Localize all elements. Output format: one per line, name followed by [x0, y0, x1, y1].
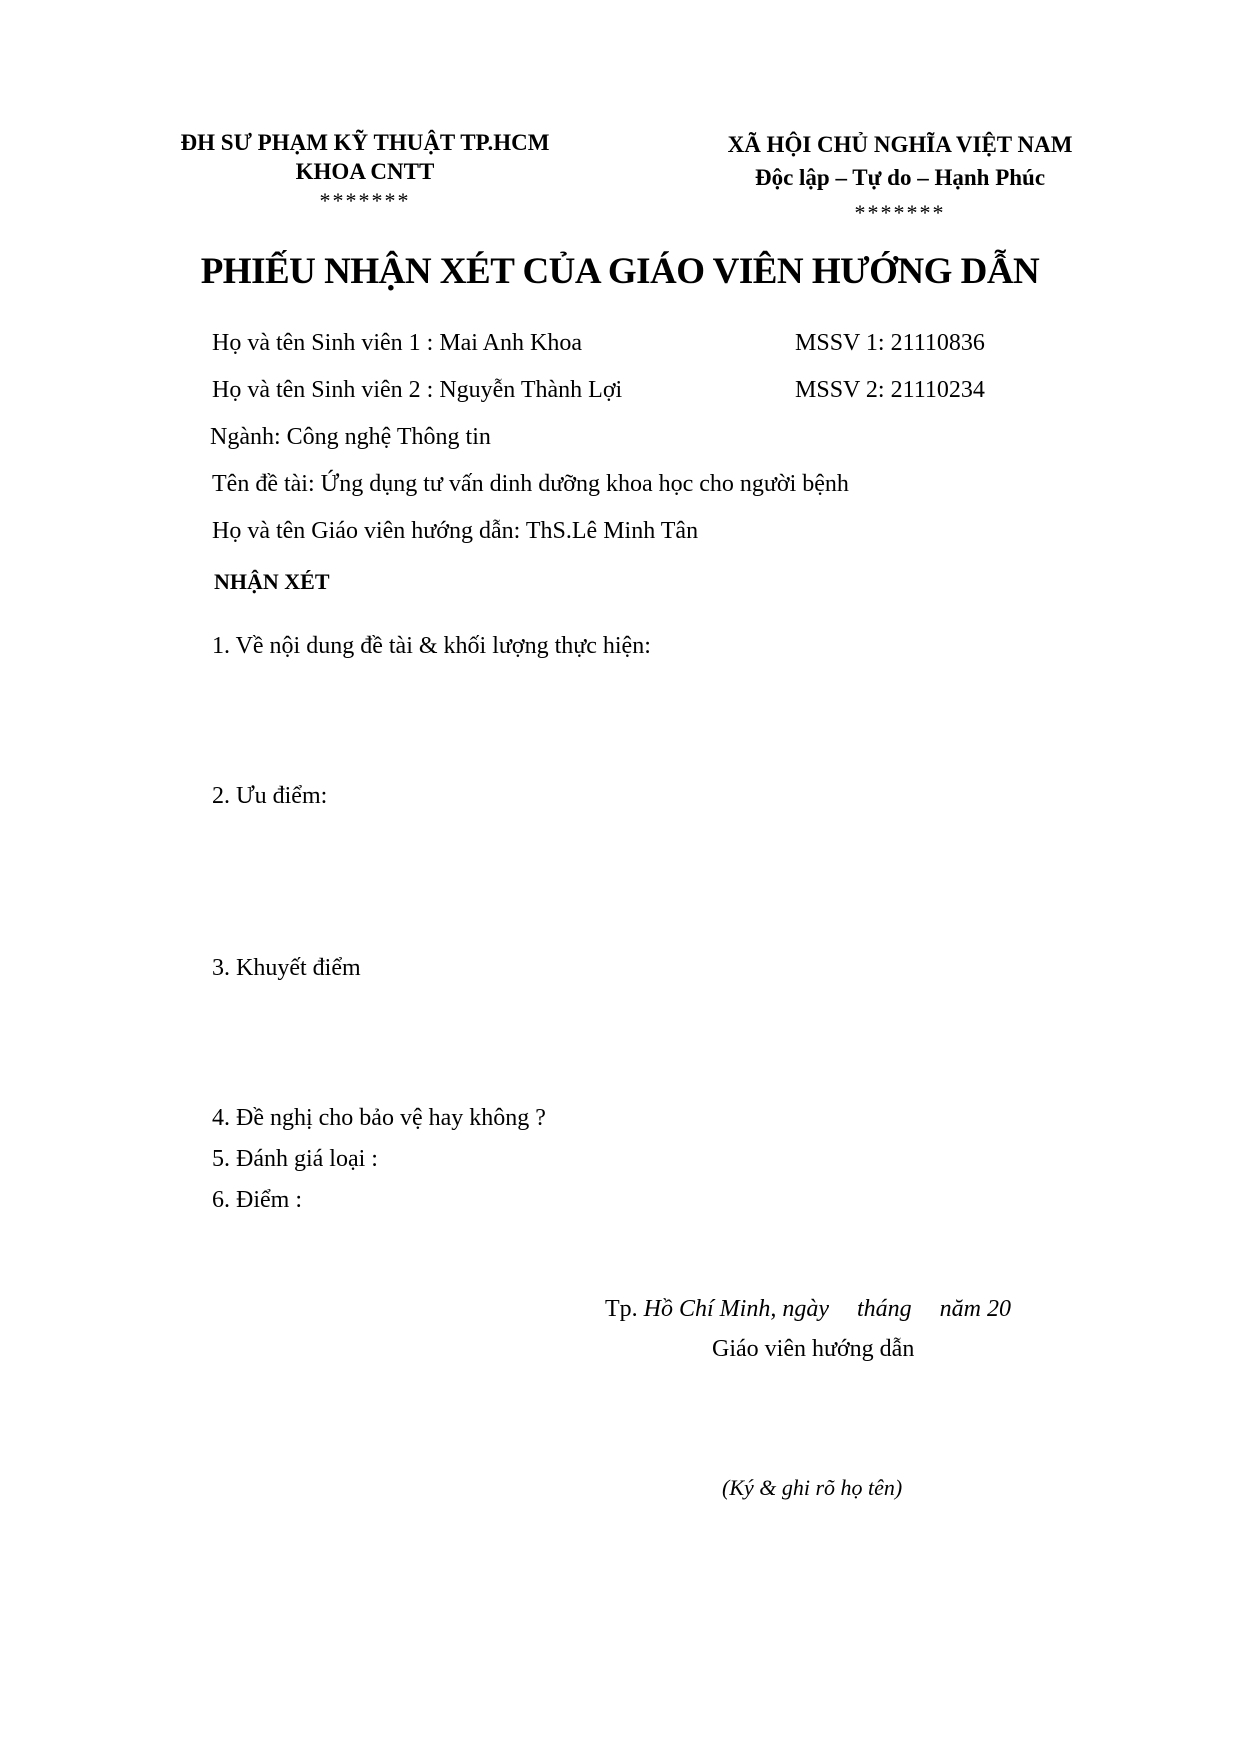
review-item-rating: 5. Đánh giá loại : — [212, 1146, 378, 1172]
city-date: Hồ Chí Minh, ngày — [643, 1296, 829, 1322]
review-item-content: 1. Về nội dung đề tài & khối lượng thực hiện: — [212, 633, 651, 659]
student1-id: 21110836 — [890, 330, 985, 356]
review-item-strengths: 2. Ưu điểm: — [212, 783, 328, 809]
student2-line — [212, 377, 622, 404]
student1-id-line — [795, 330, 985, 357]
student1-name: Mai Anh Khoa — [439, 330, 582, 356]
advisor-label: Họ và tên Giáo viên hướng dẫn: — [212, 518, 526, 544]
topic-line — [212, 471, 849, 498]
student1-line — [212, 330, 582, 357]
student2-id: 21110234 — [890, 377, 985, 403]
major-label: Ngành: — [210, 424, 287, 450]
major-value: Công nghệ Thông tin — [286, 424, 491, 450]
review-item-defense-recommendation: 4. Đề nghị cho bảo vệ hay không ? — [212, 1105, 546, 1131]
student2-name: Nguyễn Thành Lợi — [439, 377, 623, 403]
student1-label: Họ và tên Sinh viên 1 : — [212, 330, 440, 356]
advisor-value: ThS.Lê Minh Tân — [525, 518, 699, 544]
faculty-name: KHOA CNTT — [295, 159, 435, 184]
signer-role: Giáo viên hướng dẫn — [712, 1336, 915, 1362]
topic-value: Ứng dụng tư vấn dinh dưỡng khoa học cho người bệnh — [320, 471, 849, 497]
page-title: PHIẾU NHẬN XÉT CỦA GIÁO VIÊN HƯỚNG DẪN — [200, 251, 1040, 292]
review-item-weaknesses: 3. Khuyết điểm — [212, 955, 361, 981]
signature-note: (Ký & ghi rõ họ tên) — [722, 1475, 903, 1500]
decorative-stars-left: ******* — [319, 188, 411, 213]
review-heading: NHẬN XÉT — [214, 569, 330, 594]
student2-id-line — [795, 377, 985, 404]
university-name: ĐH SƯ PHẠM KỸ THUẬT TP.HCM — [180, 130, 550, 155]
national-motto: Độc lập – Tự do – Hạnh Phúc — [754, 165, 1046, 190]
signature-date-line — [605, 1296, 1011, 1323]
review-item-score: 6. Điểm : — [212, 1187, 302, 1213]
topic-label: Tên đề tài: — [212, 471, 321, 497]
national-header — [690, 128, 1110, 229]
city-prefix: Tp. — [605, 1296, 644, 1322]
major-line — [210, 424, 491, 451]
advisor-line — [212, 518, 698, 545]
country-name: XÃ HỘI CHỦ NGHĨA VIỆT NAM — [727, 132, 1073, 157]
student1-id-label: MSSV 1: — [795, 330, 891, 356]
student2-label: Họ và tên Sinh viên 2 : — [212, 377, 440, 403]
student2-id-label: MSSV 2: — [795, 377, 891, 403]
decorative-stars-right: ******* — [854, 200, 946, 225]
year-label: năm 20 — [939, 1296, 1012, 1322]
month-label: tháng — [857, 1296, 912, 1322]
institution-header — [150, 128, 580, 215]
